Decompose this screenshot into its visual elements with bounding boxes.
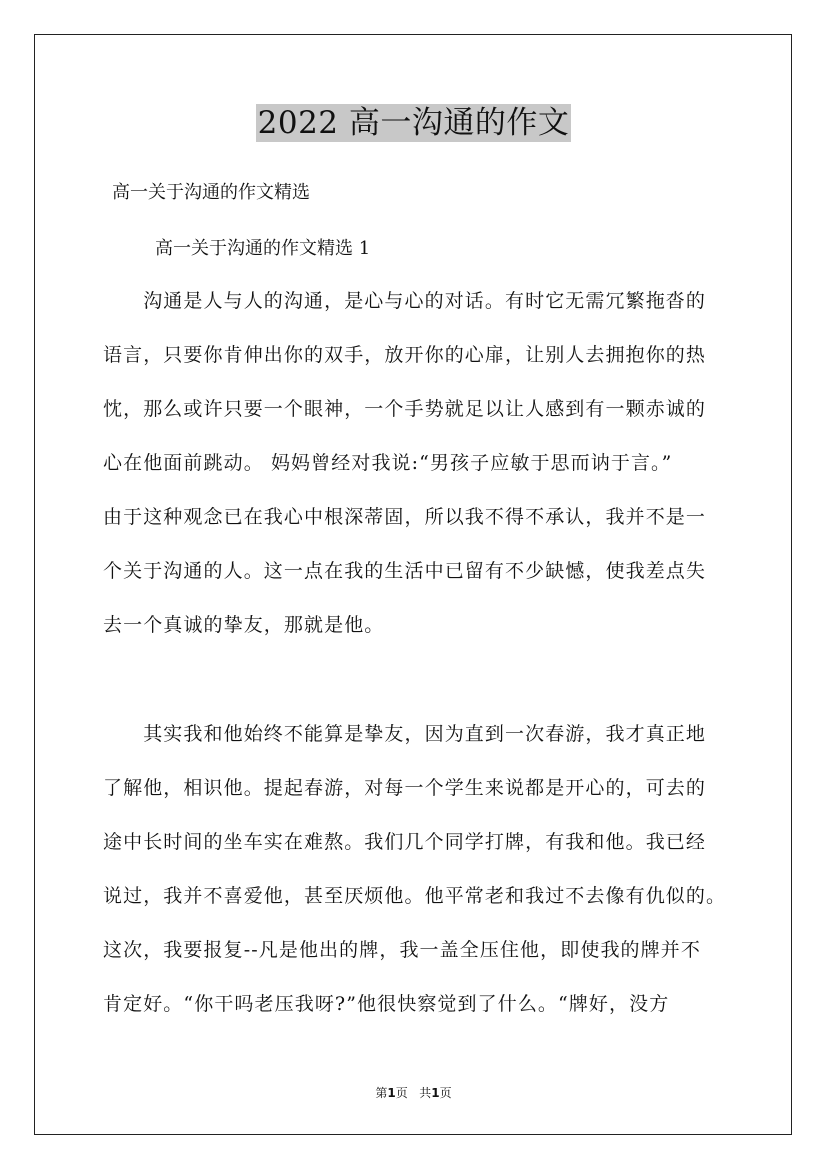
paragraph-line: 了解他，相识他。提起春游，对每一个学生来说都是开心的，可去的 (103, 777, 707, 799)
paragraph-line: 去一个真诚的挚友，那就是他。 (103, 614, 385, 636)
title-container (0, 104, 827, 142)
page-prefix: 第 (375, 1086, 388, 1100)
total-suffix: 页 (439, 1086, 452, 1100)
document-title: 2022 高一沟通的作文 (257, 105, 570, 141)
section-heading: 高一关于沟通的作文精选 1 (155, 238, 371, 259)
paragraph-line: 其实我和他始终不能算是挚友，因为直到一次春游，我才真正地 (103, 723, 707, 745)
paragraph-line: 个关于沟通的人。这一点在我的生活中已留有不少缺憾，使我差点失 (103, 560, 707, 582)
paragraph-line: 肯定好。“你干吗老压我呀?”他很快察觉到了什么。“牌好，没方 (103, 993, 670, 1015)
paragraph-line: 语言，只要你肯伸出你的双手，放开你的心扉，让别人去拥抱你的热 (103, 344, 707, 366)
document-subtitle: 高一关于沟通的作文精选 (112, 182, 310, 203)
paragraph-line: 途中长时间的坐车实在难熬。我们几个同学打牌，有我和他。我已经 (103, 831, 707, 853)
total-pages: 1 (431, 1086, 440, 1100)
paragraph-line: 说过，我并不喜爱他，甚至厌烦他。他平常老和我过不去像有仇似的。 (103, 885, 727, 907)
paragraph-line: 由于这种观念已在我心中根深蒂固，所以我不得不承认，我并不是一 (103, 506, 707, 528)
paragraph-line: 这次，我要报复--凡是他出的牌，我一盖全压住他，即使我的牌并不 (103, 939, 701, 961)
page-number: 1 (387, 1086, 396, 1100)
paragraph-line: 沟通是人与人的沟通，是心与心的对话。有时它无需冗繁拖沓的 (103, 290, 707, 312)
paragraph-line: 心在他面前跳动。 妈妈曾经对我说:“男孩子应敏于思而讷于言。” (103, 452, 673, 474)
paragraph-line: 忱，那么或许只要一个眼神，一个手势就足以让人感到有一颗赤诚的 (103, 398, 707, 420)
page-suffix: 页 (395, 1086, 408, 1100)
page-footer (0, 1084, 827, 1101)
total-prefix: 共 (419, 1086, 432, 1100)
